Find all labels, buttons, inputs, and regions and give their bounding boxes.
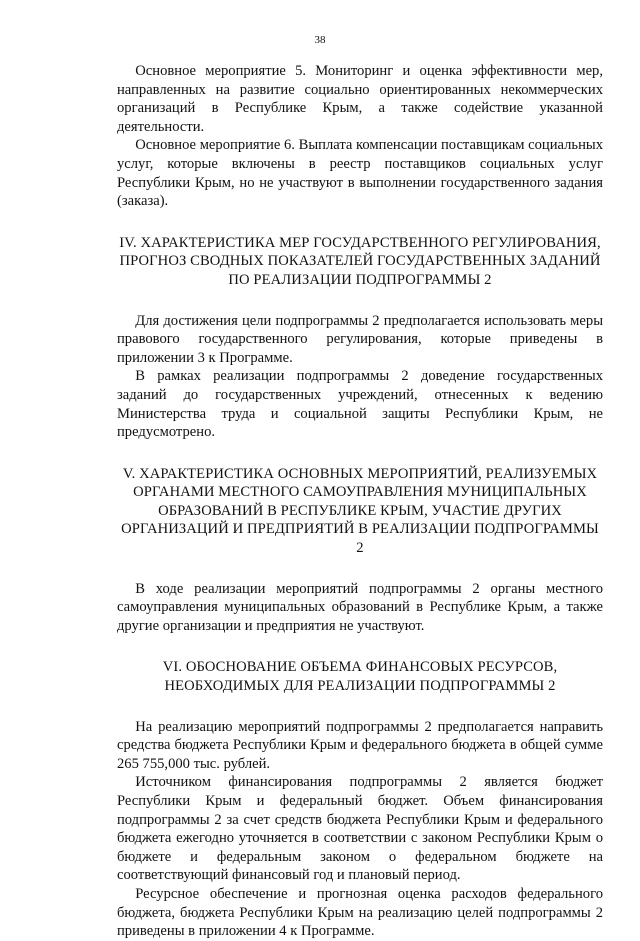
page-number: 38 bbox=[314, 34, 326, 46]
paragraph-activity-6: Основное мероприятие 6. Выплата компенсации поставщикам социальных услуг, которые включены в реестр поставщиков социальных услуг Республики Крым, но не участвуют в выполнении государственного задания (заказа). bbox=[117, 137, 603, 210]
paragraph-local-government: В ходе реализации мероприятий подпрограммы 2 органы местного самоуправления муниципальных образований в Республике Крым, а также другие организации и предприятия не участвуют. bbox=[117, 580, 603, 634]
paragraph-regulation-measures: Для достижения цели подпрограммы 2 предполагается использовать меры правового государственного регулирования, которые приведены в приложении 3 к Программе. bbox=[117, 312, 603, 366]
paragraph-funding-source: Источником финансирования подпрограммы 2 является бюджет Республики Крым и федеральный бюджет. Объем финансирования подпрограммы 2 за счет средств бюджета Республики Крым и федерального бюджета ежегодно уточняется в соответствии с законом Республики Крым о бюджете и федеральным законом о федеральном бюджете на соответствующий финансовый год и плановый период. bbox=[117, 774, 603, 884]
section-heading-vi: VI. ОБОСНОВАНИЕ ОБЪЕМА ФИНАНСОВЫХ РЕСУРСОВ, НЕОБХОДИМЫХ ДЛЯ РЕАЛИЗАЦИИ ПОДПРОГРАММЫ 2 bbox=[162, 659, 558, 695]
paragraph-activity-5: Основное мероприятие 5. Мониторинг и оценка эффективности мер, направленных на развитие социально ориентированных некоммерческих организаций в Республике Крым, а также содействие указанной деятельности. bbox=[117, 63, 603, 135]
document-body bbox=[117, 62, 603, 941]
paragraph-resource-provision: Ресурсное обеспечение и прогнозная оценка расходов федерального бюджета, бюджета Республики Крым на реализацию целей подпрограммы 2 приведены в приложении 4 к Программе. bbox=[117, 885, 603, 940]
section-heading-iv: IV. ХАРАКТЕРИСТИКА МЕР ГОСУДАРСТВЕННОГО РЕГУЛИРОВАНИЯ, ПРОГНОЗ СВОДНЫХ ПОКАЗАТЕЛЕЙ ГОСУДАРСТВЕННЫХ ЗАДАНИЙ ПО РЕАЛИЗАЦИИ ПОДПРОГРАММЫ 2 bbox=[119, 234, 601, 288]
section-heading-v: V. ХАРАКТЕРИСТИКА ОСНОВНЫХ МЕРОПРИЯТИЙ, РЕАЛИЗУЕМЫХ ОРГАНАМИ МЕСТНОГО САМОУПРАВЛЕНИЯ МУНИЦИПАЛЬНЫХ ОБРАЗОВАНИЙ В РЕСПУБЛИКЕ КРЫМ, УЧАСТИЕ ДРУГИХ ОРГАНИЗАЦИЙ И ПРЕДПРИЯТИЙ В РЕАЛИЗАЦИИ ПОДПРОГРАММЫ 2 bbox=[121, 465, 599, 557]
paragraph-funding-total: На реализацию мероприятий подпрограммы 2 предполагается направить средства бюджета Республики Крым и федерального бюджета в общей сумме 265 755,000 тыс. рублей. bbox=[117, 718, 603, 772]
paragraph-state-tasks: В рамках реализации подпрограммы 2 доведение государственных заданий до государственных учреждений, отнесенных к ведению Министерства труда и социальной защиты Республики Крым, не предусмотрено. bbox=[117, 368, 603, 441]
